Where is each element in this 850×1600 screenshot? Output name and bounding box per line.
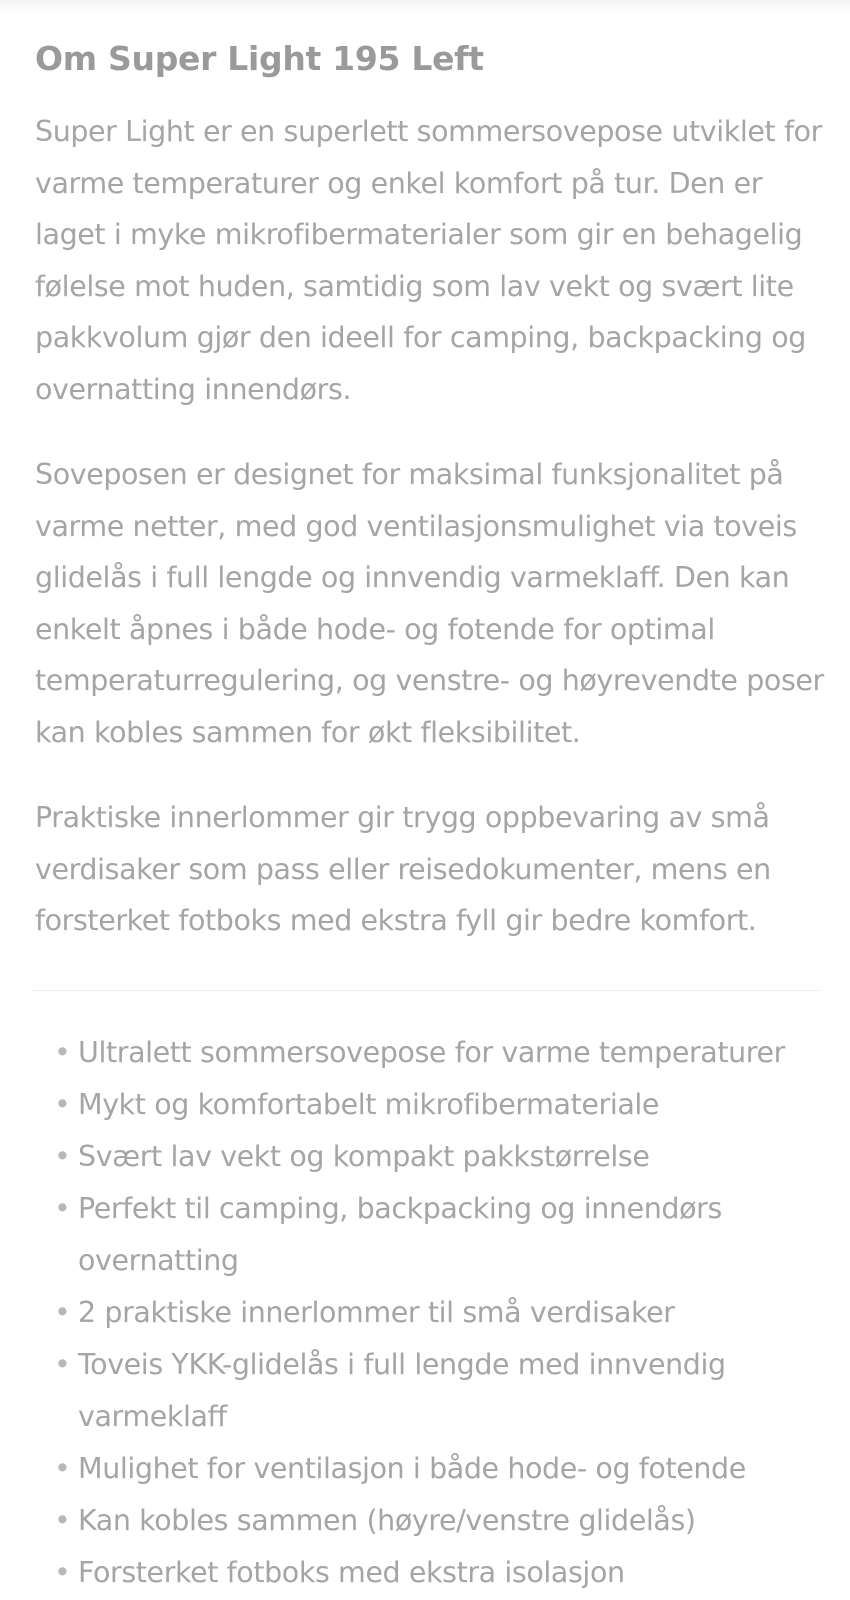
bullet-icon: • bbox=[54, 1504, 71, 1537]
bullet-icon: • bbox=[54, 1556, 71, 1589]
feature-text: Toveis YKK-glidelås i full lengde med innvendig varmeklaff bbox=[78, 1348, 726, 1433]
bullet-icon: • bbox=[54, 1452, 71, 1485]
feature-item bbox=[0, 1443, 850, 1495]
description-paragraph-1: Super Light er en superlett sommersovepose utviklet for varme temperaturer og enkel komfort på tur. Den er laget i myke mikrofibermaterialer som gir en behagelig følelse mot huden, samtidig som lav vekt og svært lite pakkvolum gjør den ideell for camping, backpacking og overnatting innendørs. bbox=[35, 115, 822, 406]
feature-text: Perfekt til camping, backpacking og innendørs overnatting bbox=[78, 1192, 722, 1277]
feature-list bbox=[0, 1027, 850, 1599]
feature-item bbox=[0, 1079, 850, 1131]
feature-item bbox=[0, 1287, 850, 1339]
feature-text: Ultralett sommersovepose for varme temperaturer bbox=[78, 1036, 785, 1069]
bullet-icon: • bbox=[54, 1348, 71, 1381]
top-edge-shadow bbox=[0, 0, 850, 14]
feature-item bbox=[0, 1131, 850, 1183]
bullet-icon: • bbox=[54, 1088, 71, 1121]
feature-item bbox=[0, 1547, 850, 1599]
feature-item bbox=[0, 1339, 850, 1443]
feature-text: Mulighet for ventilasjon i både hode- og fotende bbox=[78, 1452, 746, 1485]
feature-text: Forsterket fotboks med ekstra isolasjon bbox=[78, 1556, 625, 1589]
section-title: Om Super Light 195 Left bbox=[35, 39, 484, 78]
feature-item bbox=[0, 1027, 850, 1079]
feature-text: 2 praktiske innerlommer til små verdisaker bbox=[78, 1296, 675, 1329]
bullet-icon: • bbox=[54, 1192, 71, 1225]
feature-text: Kan kobles sammen (høyre/venstre glidelås) bbox=[78, 1504, 696, 1537]
description-paragraph-2: Soveposen er designet for maksimal funksjonalitet på varme netter, med god ventilasjonsmulighet via toveis glidelås i full lengde og innvendig varmeklaff. Den kan enkelt åpnes i både hode- og fotende for optimal temperaturregulering, og venstre- og høyrevendte poser kan kobles sammen for økt fleksibilitet. bbox=[35, 458, 824, 749]
bullet-icon: • bbox=[54, 1036, 71, 1069]
description-paragraph-3: Praktiske innerlommer gir trygg oppbevaring av små verdisaker som pass eller reisedokumenter, mens en forsterket fotboks med ekstra fyll gir bedre komfort. bbox=[35, 801, 771, 937]
bullet-icon: • bbox=[54, 1296, 71, 1329]
product-description bbox=[35, 36, 825, 947]
feature-item bbox=[0, 1183, 850, 1287]
feature-item bbox=[0, 1495, 850, 1547]
feature-text: Svært lav vekt og kompakt pakkstørrelse bbox=[78, 1140, 650, 1173]
section-divider bbox=[32, 990, 820, 991]
feature-text: Mykt og komfortabelt mikrofibermateriale bbox=[78, 1088, 660, 1121]
bullet-icon: • bbox=[54, 1140, 71, 1173]
